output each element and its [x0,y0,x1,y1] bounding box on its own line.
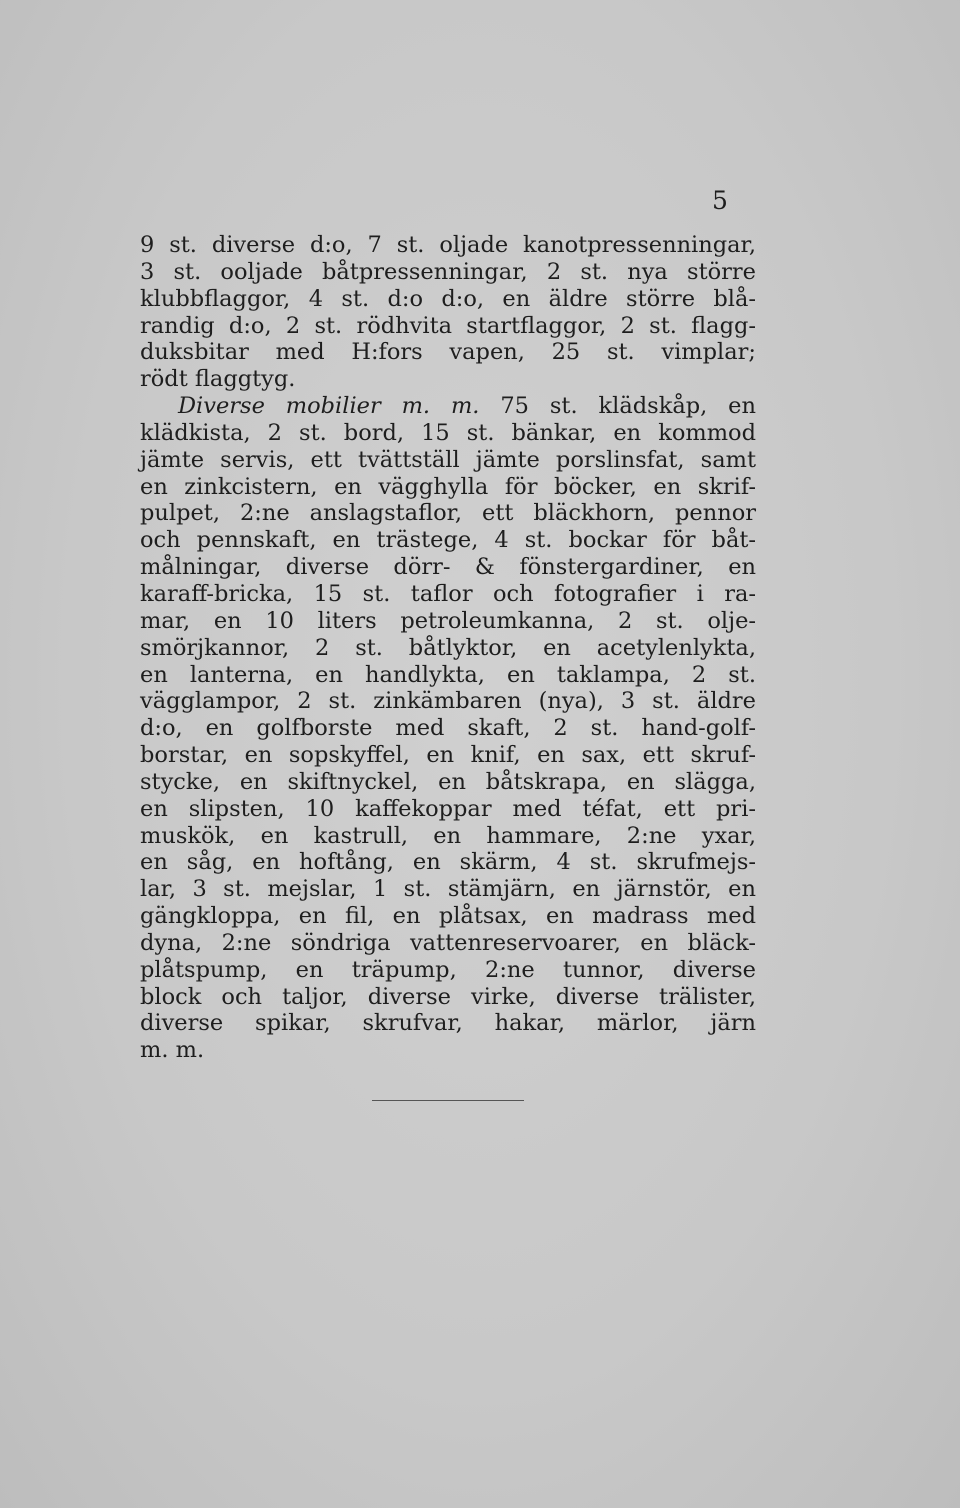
text-line: klubbflaggor, 4 st. d:o d:o, en äldre större blå- [140,285,756,312]
text-line: 3 st. ooljade båtpressenningar, 2 st. nya större [140,258,756,285]
text-line-section-start [140,393,756,420]
text-line: en zinkcistern, en vägghylla för böcker, en skrif- [140,473,756,500]
body-text [140,232,756,1064]
text-line: klädkista, 2 st. bord, 15 st. bänkar, en kommod [140,419,756,446]
text-line: plåtspump, en träpump, 2:ne tunnor, diverse [140,956,756,983]
text-line: och pennskaft, en trästege, 4 st. bockar för båt- [140,527,756,554]
text-line: stycke, en skiftnyckel, en båtskrapa, en slägga, [140,768,756,795]
text-line: rödt flaggtyg. [140,366,296,393]
text-line: 9 st. diverse d:o, 7 st. oljade kanotpressenningar, [140,232,756,258]
text-line: en såg, en hoftång, en skärm, 4 st. skrufmejs- [140,849,756,876]
text-line: duksbitar med H:fors vapen, 25 st. vimplar; [140,339,756,366]
text-line: smörjkannor, 2 st. båtlyktor, en acetylenlykta, [140,634,756,661]
text-line: d:o, en golfborste med skaft, 2 st. hand-golf- [140,715,756,742]
text-line: m. m. [140,1037,205,1064]
text-line: dyna, 2:ne söndriga vattenreservoarer, en bläck- [140,929,756,956]
page-number: 5 [712,186,728,215]
text-line: block och taljor, diverse virke, diverse trälister, [140,983,756,1010]
text-line: karaff-bricka, 15 st. taflor och fotografier i ra- [140,580,756,607]
text-line: en slipsten, 10 kaffekoppar med téfat, ett pri- [140,795,756,822]
text-line: lar, 3 st. mejslar, 1 st. stämjärn, en järnstör, en [140,876,756,903]
section-divider [372,1100,524,1101]
section-heading-continuation: 75 st. klädskåp, en [479,393,756,420]
text-line: målningar, diverse dörr- & fönstergardiner, en [140,554,756,581]
text-line: diverse spikar, skrufvar, hakar, märlor, järn [140,1010,756,1037]
section-heading: Diverse mobilier m. m. [178,393,480,420]
text-line: pulpet, 2:ne anslagstaflor, ett bläckhorn, pennor [140,500,756,527]
text-line: vägglampor, 2 st. zinkämbaren (nya), 3 st. äldre [140,688,756,715]
text-line: borstar, en sopskyffel, en knif, en sax, ett skruf- [140,742,756,769]
text-line: mar, en 10 liters petroleumkanna, 2 st. olje- [140,607,756,634]
text-line: jämte servis, ett tvättställ jämte porslinsfat, samt [140,446,756,473]
text-line: gängkloppa, en fil, en plåtsax, en madrass med [140,903,756,930]
text-line: randig d:o, 2 st. rödhvita startflaggor, 2 st. flagg- [140,312,756,339]
text-line: en lanterna, en handlykta, en taklampa, 2 st. [140,661,756,688]
text-line: muskök, en kastrull, en hammare, 2:ne yxar, [140,822,756,849]
